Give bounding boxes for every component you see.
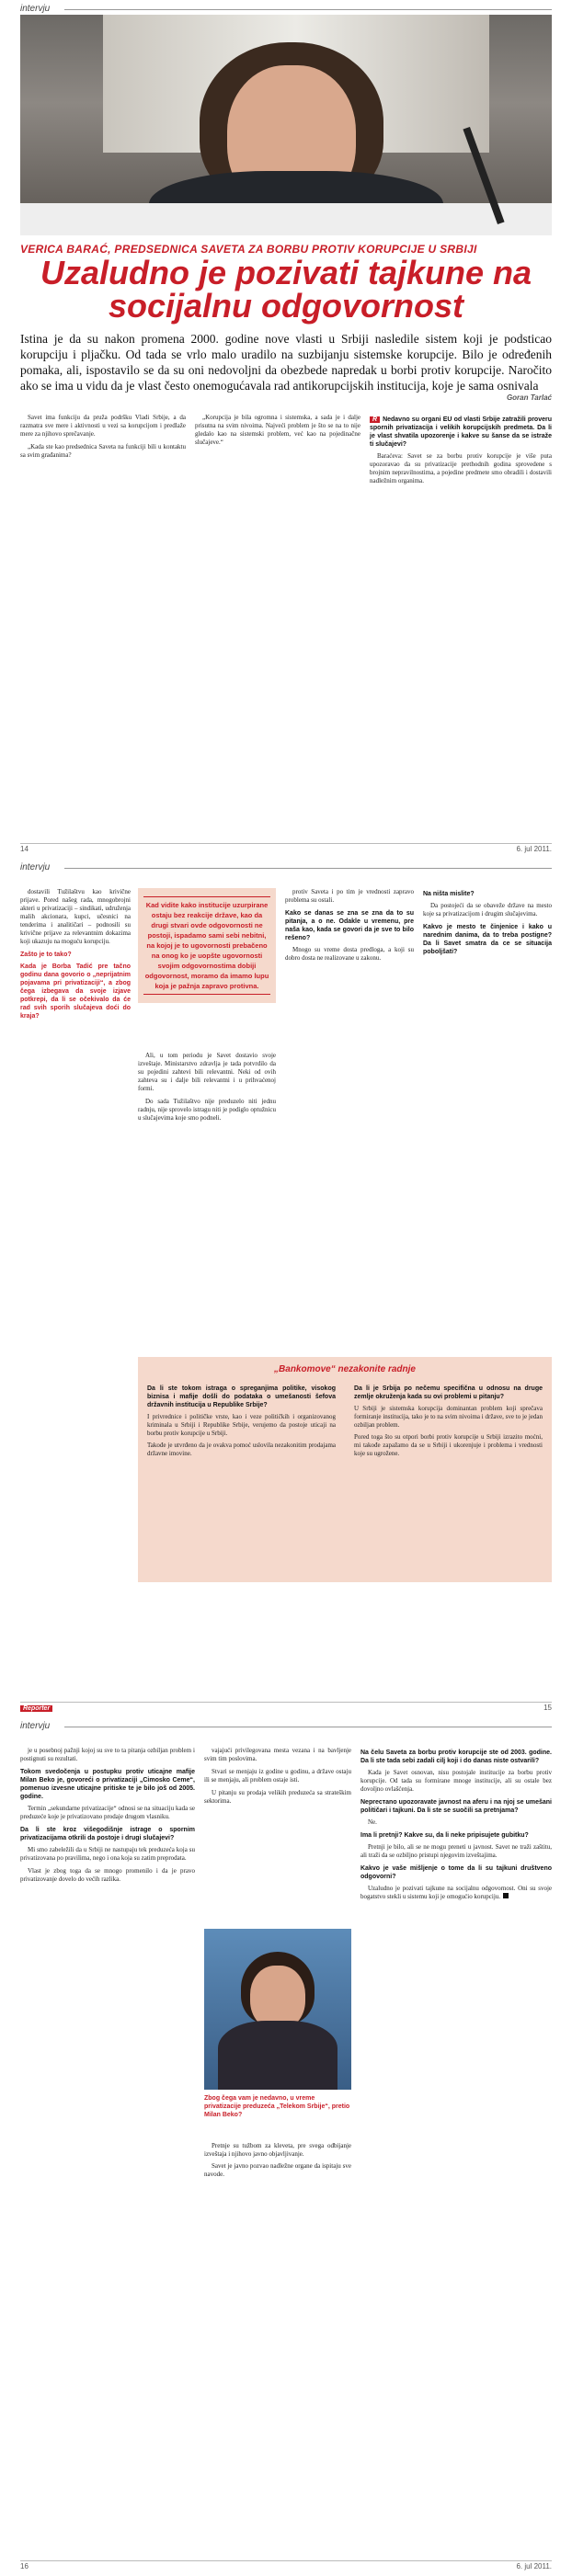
question: Kakvo je mesto te činjenice i kako u narednim danima, da to treba postigne? Da li Savet smatra da ce se situacija poboljšati?	[423, 924, 552, 955]
question-text: Nedavno su organi EU od vlasti Srbije zatražili proveru spornih privatizacija i velikih korupcijskih predmeta. Da li je vlast shvatila upozorenje i kakve su šanse da se istraže ti slučajevi?	[370, 416, 552, 448]
footer-rule	[20, 2560, 552, 2561]
folio-right: 15	[543, 1704, 552, 1712]
paragraph: Do sada Tužilaštvo nije preduzelo niti jednu radnju, nije sprovelo istragu niti je podiglo optužnicu u slučajevima koje smo podneli.	[138, 1098, 276, 1122]
pull-quote-text: Kad vidite kako institucije uzurpirane ostaju bez reakcije države, kao da drugi stvari ovde odgovornosti ne postoji, ispadamo sami sebi nebitni, na kojoj je to ugovornosti prebačeno na onog ko je uopšte ugovornosti svojim odgovornostima dobiji odgovornost, moramo da imamo lupu koja je pažnja zapravo protivna.	[144, 901, 269, 990]
rubric-rule	[64, 9, 552, 10]
footer-logo	[20, 1704, 55, 1712]
folio-right: 6. jul 2011.	[516, 845, 552, 853]
column-4	[423, 888, 552, 1348]
paragraph: U pitanju su prodaja velikih preduzeća sa strateškim sektorima.	[204, 1789, 351, 1805]
paragraph: Kada je Savet osnovan, nisu postojale institucije za borbu protiv korupcije. Od tada su formirane mnoge institucije, ali su ostale bez dovoljno ovlašćenja.	[360, 1769, 552, 1793]
headline: Uzaludno je pozivati tajkune na socijalnu odgovornost	[40, 254, 532, 325]
question: Ima li pretnji? Kakve su, da li neke pripisujete gubitku?	[360, 1832, 529, 1839]
question: Na ništa mislite?	[423, 891, 475, 897]
answer: Ne.	[368, 1818, 377, 1826]
paragraph: Baraćeva: Savet se za borbu protiv korupcije je više puta upozoravao da su privatizacije prethodnih godina sprovedene s brojnim nepravilnostima, a pojedine predmete smo obradili i dostavili nadležnim organima.	[370, 452, 552, 484]
reporter-logo: Reporter	[20, 1705, 52, 1712]
question: Zašto je to tako?	[20, 952, 72, 958]
caption-body	[204, 2142, 351, 2183]
paragraph	[360, 1885, 552, 1901]
column-1	[20, 414, 186, 827]
question: Da li ste kroz višegodišnje istrage o spornim privatizacijama otkrili da postoje i drugi slučajevi?	[20, 1827, 195, 1841]
question: Kada je Borba Tadić pre tačno godinu dana govorio o „neprijatnim pojavama pri privatizaciji“, a zbog čega izbegava da svoje izjave potkrepi, da li se očekivalo da će rad svih sporih slučajeva doći do kraja?	[20, 963, 131, 1020]
table	[20, 203, 552, 235]
folio-left: 16	[20, 2562, 29, 2570]
question: Na čelu Saveta za borbu protiv korupcije ste od 2003. godine. Da li ste tada sebi zadali cilj koji i do danas niste ostvarili?	[360, 1750, 552, 1764]
question: Kako se danas se zna se zna da to su pitanja, a o ne. Odakle u vremenu, pre naša kao, kada se govori da je sve to bilo rešeno?	[285, 910, 414, 941]
rubric-rule	[64, 868, 552, 869]
paragraph: „Kada ste kao predsednica Saveta na funkciji bili u kontaktu sa svim građanima?	[20, 443, 186, 459]
end-mark-icon	[503, 1893, 509, 1898]
box-title: „Bankomove“ nezakonite radnje	[274, 1364, 416, 1374]
pull-quote	[138, 888, 276, 1003]
rubric	[20, 862, 552, 873]
paragraph: Ali, u tom periodu je Savet dostavio svoje izveštaje. Ministarstvo zdravlja je tada potvrdilo da su pojedini zahtevi bili relevantni. Neki od ovih zahteva su i dalje bili relevantni i u prihvaćenoj formi.	[138, 1052, 276, 1092]
paragraph: „Korupcija je bila ogromna i sistemska, a sada je i dalje prisutna na svim nivoima. Najveći problem je što se na to nije gledalo kao na sistemski problem, već kao na pojedinačne slučajeve.“	[195, 414, 360, 446]
paragraph: Vlast je zbog toga da se mnogo promenilo i da je pravo privatizovanje dovelo do većih razlika.	[20, 1867, 195, 1883]
paragraph: Termin „sekundarne privatizacije“ odnosi se na situaciju kada se preduzeće koje je privatizovano prodaje drugom vlasniku.	[20, 1805, 195, 1820]
paragraph: Pretnje su tužbom za kleveta, pre svega odbijanje izveštaja i njihovo javno objavljivanje.	[204, 2142, 351, 2158]
paragraph: Mnogo su vreme dosta predloga, a koji su dobro dosta ne realizovane u zakonu.	[285, 946, 414, 962]
portrait-photo	[204, 1929, 351, 2090]
paragraph: Savet je javno pozvao nadležne organe da ispitaju sve navode.	[204, 2162, 351, 2178]
interview-photo	[20, 15, 552, 235]
column-3	[360, 1747, 552, 2537]
paragraph: Pretnji je bilo, ali se ne mogu preneti u javnost. Savet ne traži zaštitu, ali traži da se ozbiljno pristupi njegovim izveštajima.	[360, 1843, 552, 1859]
person-body	[218, 2021, 337, 2090]
paragraph: Stvari se menjaju iz godine u godinu, a države ostaju ili se menjaju, ali problem ostaje isti.	[204, 1768, 351, 1784]
box-question: Da li je Srbija po nečemu specifična u odnosu na druge zemlje okruženja kada su ovi problemi u pitanju?	[354, 1385, 543, 1400]
question: Kakvo je vaše mišljenje o tome da li su tajkuni društveno odgovorni?	[360, 1865, 552, 1880]
sidebar-box	[138, 1357, 552, 1582]
paragraph: Savet ima funkciju da pruža podršku Vladi Srbije, a da razmatra sve mere i aktivnosti u vezi sa korupcijom i predlaže mere za njihovo sprečavanje.	[20, 414, 186, 438]
column-3	[285, 888, 414, 1348]
paragraph: vajajući privilegovana mesta vezana i na bavljenje svim tim poslovima.	[204, 1747, 351, 1762]
box-question: Da li ste tokom istraga o spreganjima politike, visokog biznisa i mafije došli do podataka o umešanosti šefova državnih institucija u Republike Srbije?	[147, 1385, 336, 1408]
column-2	[138, 1052, 276, 1346]
divider	[143, 994, 270, 995]
question	[370, 416, 552, 449]
rubric-label: intervju	[20, 1721, 51, 1731]
column-2	[195, 414, 360, 827]
column-2	[204, 1747, 351, 1921]
divider	[143, 896, 270, 897]
paragraph: Da postojeći da se obaveže države na mesto koje sa privatizacijom i drugim slučajevima.	[423, 902, 552, 918]
rubric-label: intervju	[20, 862, 51, 872]
page-2	[0, 859, 572, 1717]
rubric	[20, 1721, 552, 1732]
column-1	[20, 888, 131, 1348]
paragraph: I privrednice i političke vrste, kao i veze političkih i organizovanog kriminala u Srbiji i Republike Srbije, verujemo da postoje uticaji na borbu protiv korupcije u Srbiji.	[147, 1413, 336, 1437]
lead-paragraph: Istina je da su nakon promena 2000. godine nove vlasti u Srbiji nasledile sistem koji je podsticao korupciju i pljačku. Od tada se vrlo malo uradilo na suzbijanju sistemske korupcije. Bilo je određenih pomaka, ali, ispostavilo se da su oni nedovoljni da obezbede napredak u borbi protiv korupcije. Naročito ako se ima u vidu da je vlast često onemogućavala rad antikorupcijskih institucija, koje je sama osnivala	[20, 332, 552, 393]
paragraph: U Srbiji je sistemska korupcija dominantan problem koji sprečava formiranje institucija, tako je to na svim nivoima i države, sve to je jedan ozbiljan problem.	[354, 1405, 543, 1429]
question: Nepreстano upozoravate javnost na aferu i na njoj se umešani političari i tajkuni. Da li ste se suočili sa pretnjama?	[360, 1799, 552, 1814]
photo-caption: Zbog čega vam je nedavno, u vreme privatizacije preduzeća „Telekom Srbije“, pretio Milan Beko?	[204, 2095, 350, 2118]
rubric-label: intervju	[20, 4, 51, 14]
paragraph: Mi smo zabeležili da u Srbiji ne nastupaju tek preduzeća koja su privatizovana po pravilima, nego i ona koja su zatim preprodata.	[20, 1846, 195, 1862]
paragraph-text: Uzaludno je pozivati tajkune na socijalnu odgovornost. Oni su svoje bogatstvo stekli u sistemu koji je omogućio korupciju.	[360, 1885, 552, 1900]
page-1	[0, 0, 572, 859]
paragraph: je u posebnoj pažnji kojoj su sve to ta pitanja ozbiljan problem i postignuti su rezultati.	[20, 1747, 195, 1762]
column-1	[20, 1747, 195, 2537]
footer-rule	[20, 843, 552, 844]
author-byline: Goran Tarlać	[506, 393, 552, 402]
folio-right: 6. jul 2011.	[516, 2562, 552, 2570]
box-column-2	[354, 1383, 543, 1462]
kicker: VERICA BARAĆ, PREDSEDNICA SAVETA ZA BORBU PROTIV KORUPCIJE U SRBIJI	[20, 243, 477, 256]
reporter-logo: R	[370, 416, 380, 423]
folio-left: 14	[20, 845, 29, 853]
paragraph: Takođe je utvrđeno da je ovakva pomoć uslovila nezakonitim prodajama državne imovine.	[147, 1442, 336, 1457]
footer-rule	[20, 1702, 552, 1703]
paragraph: protiv Saveta i po tim je vrednosti zapravo problema su ostali.	[285, 888, 414, 904]
paragraph: dostavili Tužilaštvu kao krivične prijave. Pored našeg rada, mnogobrojni akteri u privatizaciji – sindikati, udruženja malih akcionara, kupci, učesnici na tenderima i analitičari – podnosili su krivične prijave za relevantnim dokazima koji ukazuju na moguću korupciju.	[20, 888, 131, 945]
paragraph: Pored toga što su otpori borbi protiv korupcije u Srbiji izrazito moćni, mi takođe zapažamo da se u Srbiji i ukorenjuje i problema i vrednosti koje su ugrožene.	[354, 1433, 543, 1457]
page-3	[0, 1717, 572, 2576]
rubric	[20, 4, 552, 15]
box-column-1	[147, 1383, 336, 1462]
question: Tokom svedočenja u postupku protiv uticajne mafije Milan Beko je, govoreći o privatizaciji „Cimosko Ceme“, pomenuo izvesne uticajne pritiske te je bilo još od 2005. godine.	[20, 1769, 195, 1800]
column-3	[370, 414, 552, 827]
